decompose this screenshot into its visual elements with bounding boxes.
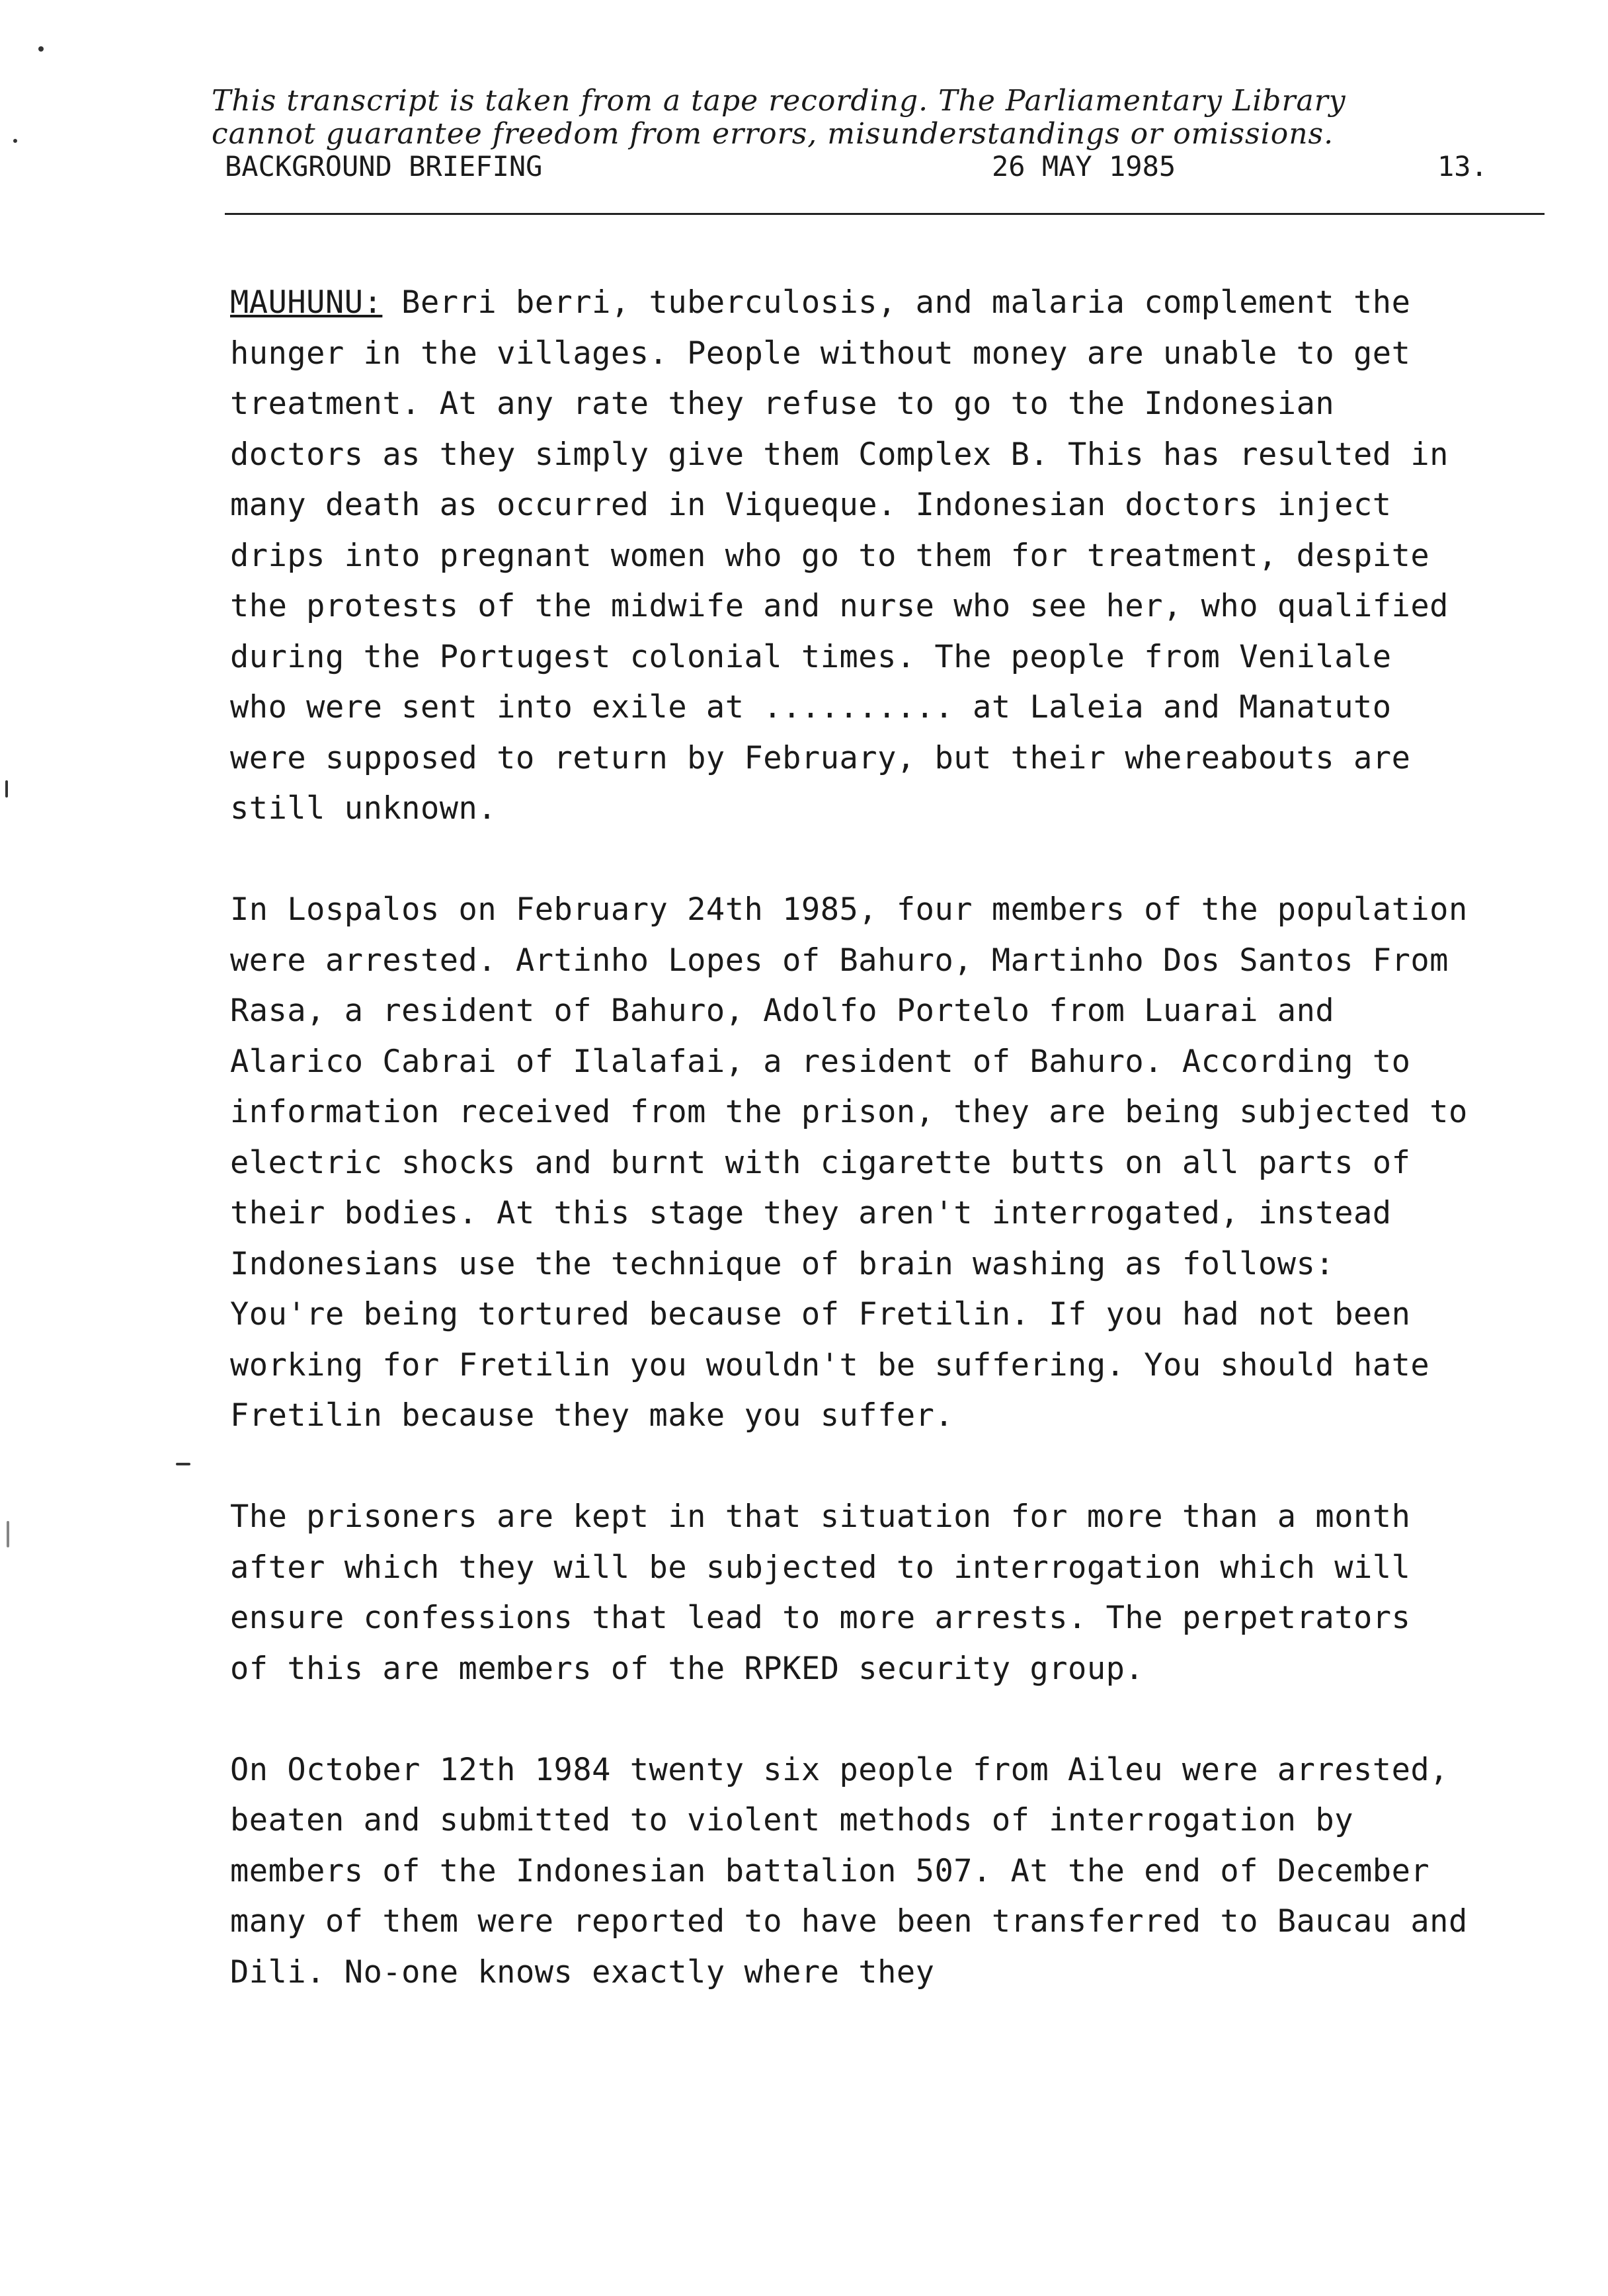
text-line: were arrested. Artinho Lopes of Bahuro, Martinho Dos Santos From — [230, 942, 1449, 979]
text-line: working for Fretilin you wouldn't be suffering. You should hate — [230, 1346, 1430, 1383]
text-line: The prisoners are kept in that situation for more than a month — [230, 1498, 1411, 1535]
broadcast-date: 26 MAY 1985 — [992, 150, 1176, 183]
text-line: On October 12th 1984 twenty six people from Aileu were arrested, — [230, 1751, 1449, 1788]
text-line: Indonesians use the technique of brain washing as follows: — [230, 1245, 1335, 1282]
text-line: treatment. At any rate they refuse to go to the Indonesian — [230, 386, 1335, 422]
scan-speck — [7, 1521, 9, 1547]
text-line: MAUHUNU: Berri berri, tuberculosis, and malaria complement the — [230, 284, 1411, 321]
text-line: In Lospalos on February 24th 1985, four members of the population — [230, 891, 1468, 928]
text-line: You're being tortured because of Fretilin. If you had not been — [230, 1296, 1411, 1332]
disclaimer-line-2: cannot guarantee freedom from errors, misunderstandings or omissions. — [212, 117, 1334, 151]
scan-speck — [5, 780, 8, 798]
text-line: their bodies. At this stage they aren't interrogated, instead — [230, 1195, 1392, 1231]
transcript-disclaimer — [212, 85, 1508, 151]
paragraph-1 — [230, 278, 1546, 835]
text-line: during the Portugest colonial times. The people from Venilale — [230, 638, 1392, 675]
disclaimer-line-1: This transcript is taken from a tape recording. The Parliamentary Library — [212, 84, 1346, 118]
scan-speck — [38, 46, 44, 52]
text-line: the protests of the midwife and nurse who see her, who qualified — [230, 588, 1449, 624]
page-header — [225, 149, 1508, 184]
text-line: of this are members of the RPKED security group. — [230, 1650, 1145, 1687]
text-line: many of them were reported to have been transferred to Baucau and — [230, 1903, 1468, 1940]
text-line: after which they will be subjected to interrogation which will — [230, 1549, 1411, 1586]
text-line: beaten and submitted to violent methods of interrogation by — [230, 1802, 1353, 1838]
text-line: Alarico Cabrai of Ilalafai, a resident of Bahuro. According to — [230, 1043, 1411, 1080]
text-line: Fretilin because they make you suffer. — [230, 1397, 954, 1434]
text-line: ensure confessions that lead to more arrests. The perpetrators — [230, 1600, 1411, 1636]
paragraph-3 — [230, 1492, 1546, 1694]
page-number: 13. — [1437, 150, 1488, 183]
program-title: BACKGROUND BRIEFING — [225, 150, 543, 183]
text-line: members of the Indonesian battalion 507. At the end of December — [230, 1852, 1430, 1889]
text-line: electric shocks and burnt with cigarette butts on all parts of — [230, 1144, 1411, 1181]
transcript-body — [230, 278, 1546, 2049]
paragraph-2 — [230, 885, 1546, 1442]
text-line: Rasa, a resident of Bahuro, Adolfo Portelo from Luarai and — [230, 993, 1335, 1029]
text-line: were supposed to return by February, but their whereabouts are — [230, 739, 1411, 776]
text-line: who were sent into exile at .......... at Laleia and Manatuto — [230, 689, 1392, 725]
text-line: drips into pregnant women who go to them for treatment, despite — [230, 537, 1430, 574]
paragraph-4 — [230, 1745, 1546, 1998]
text-line: many death as occurred in Viqueque. Indonesian doctors inject — [230, 487, 1392, 523]
text-line: information received from the prison, they are being subjected to — [230, 1094, 1468, 1130]
scan-speck — [13, 139, 17, 143]
text-line: hunger in the villages. People without money are unable to get — [230, 335, 1411, 372]
text-line: still unknown. — [230, 790, 497, 827]
text-line: Dili. No-one knows exactly where they — [230, 1953, 935, 1990]
text-line: doctors as they simply give them Complex B. This has resulted in — [230, 436, 1449, 473]
speaker-label: MAUHUNU: — [230, 284, 383, 321]
header-divider — [225, 213, 1545, 215]
scan-speck — [176, 1463, 190, 1465]
